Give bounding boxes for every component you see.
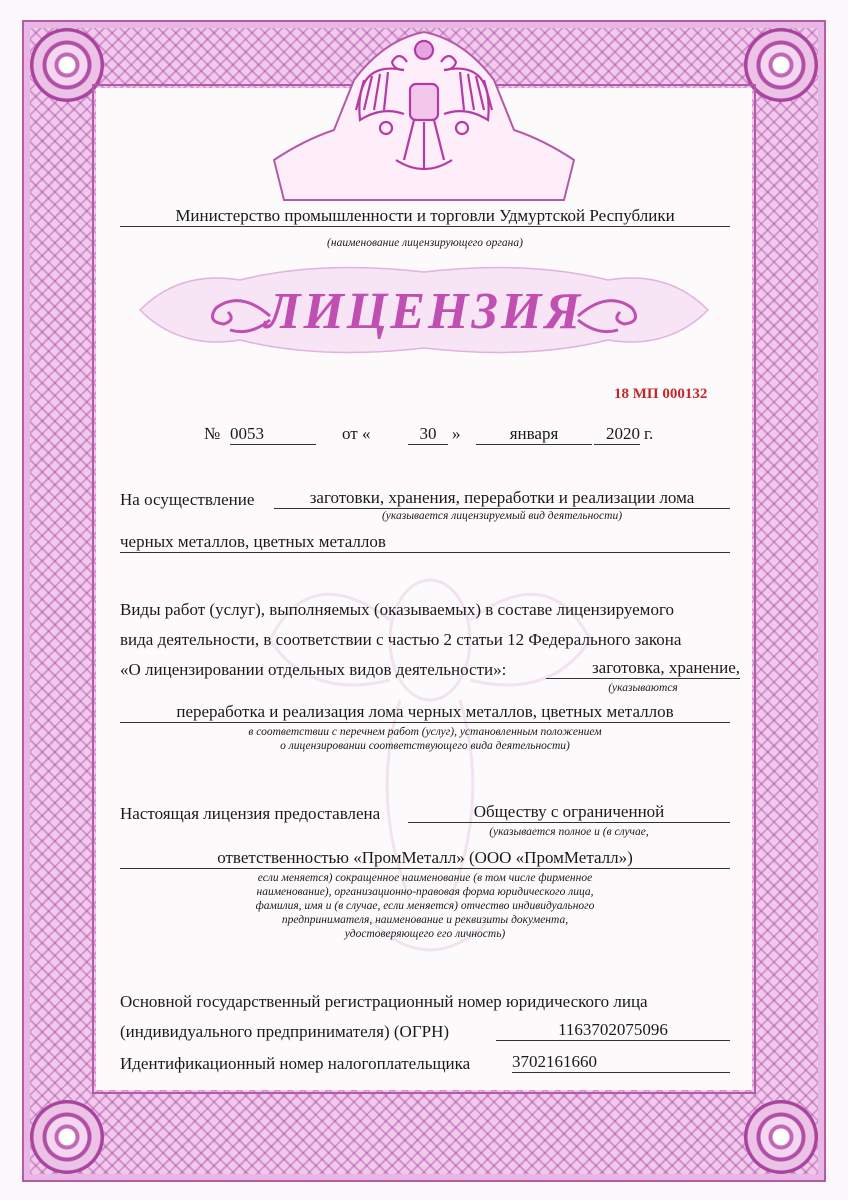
- inn-value: 3702161660: [512, 1052, 730, 1073]
- authority-caption: (наименование лицензирующего органа): [327, 237, 523, 249]
- activity-line-1: заготовки, хранения, переработки и реализации лома: [274, 488, 730, 509]
- ogrn-label: (индивидуального предпринимателя) (ОГРН): [120, 1022, 450, 1041]
- licensee-caption-6: удостоверяющего его личность): [344, 928, 506, 940]
- licensee-caption-5: предпринимателя, наименование и реквизиты документа,: [281, 914, 569, 926]
- license-year: 2020: [594, 424, 640, 445]
- license-month: января: [476, 424, 592, 445]
- quote-close: »: [452, 424, 461, 443]
- licensee-line-1: Обществу с ограниченной: [408, 802, 730, 823]
- licensing-authority: Министерство промышленности и торговли Удмуртской Республики: [120, 206, 730, 227]
- works-line-1: Виды работ (услуг), выполняемых (оказываемых) в составе лицензируемого: [120, 600, 674, 619]
- works-caption-2: в соответствии с перечнем работ (услуг), установленным положением: [248, 726, 602, 738]
- ogrn-value: 1163702075096: [496, 1020, 730, 1041]
- works-line-3-fill: заготовка, хранение,: [546, 658, 740, 679]
- licensee-caption-3: наименование), организационно-правовая форма юридического лица,: [256, 886, 594, 898]
- license-day: 30: [408, 424, 448, 445]
- licensee-caption-2: если меняется) сокращенное наименование (в том числе фирменное: [257, 872, 593, 884]
- licensee-label: Настоящая лицензия предоставлена: [120, 804, 381, 823]
- date-label: от «: [342, 424, 371, 443]
- works-line-3-label: «О лицензировании отдельных видов деятельности»:: [120, 660, 507, 679]
- year-suffix: г.: [644, 424, 654, 443]
- ogrn-line-1: Основной государственный регистрационный номер юридического лица: [120, 992, 648, 1011]
- document-title: ЛИЦЕНЗИЯ: [264, 283, 584, 340]
- rosette-ornament: [30, 1100, 104, 1174]
- licensee-line-2: ответственностью «ПромМеталл» (ООО «ПромМеталл»): [120, 848, 730, 869]
- inn-label: Идентификационный номер налогоплательщика: [120, 1054, 471, 1073]
- serial-number: 18 МП 000132: [614, 386, 708, 402]
- licensee-caption-4: фамилия, имя и (в случае, если меняется) отчество индивидуального: [255, 900, 595, 912]
- license-number: 0053: [230, 424, 316, 445]
- activity-caption: (указывается лицензируемый вид деятельности): [381, 510, 623, 522]
- licensee-caption-1: (указывается полное и (в случае,: [489, 826, 649, 838]
- works-line-4: переработка и реализация лома черных металлов, цветных металлов: [120, 702, 730, 723]
- works-caption-3: о лицензировании соответствующего вида деятельности): [280, 740, 570, 752]
- rosette-ornament: [744, 1100, 818, 1174]
- activity-label: На осуществление: [120, 490, 255, 509]
- works-line-2: вида деятельности, в соответствии с частью 2 статьи 12 Федерального закона: [120, 630, 682, 649]
- works-caption-1: (указываются: [608, 682, 678, 694]
- number-label: №: [204, 424, 221, 443]
- emblem-header: [264, 10, 584, 210]
- activity-line-2: черных металлов, цветных металлов: [120, 532, 730, 553]
